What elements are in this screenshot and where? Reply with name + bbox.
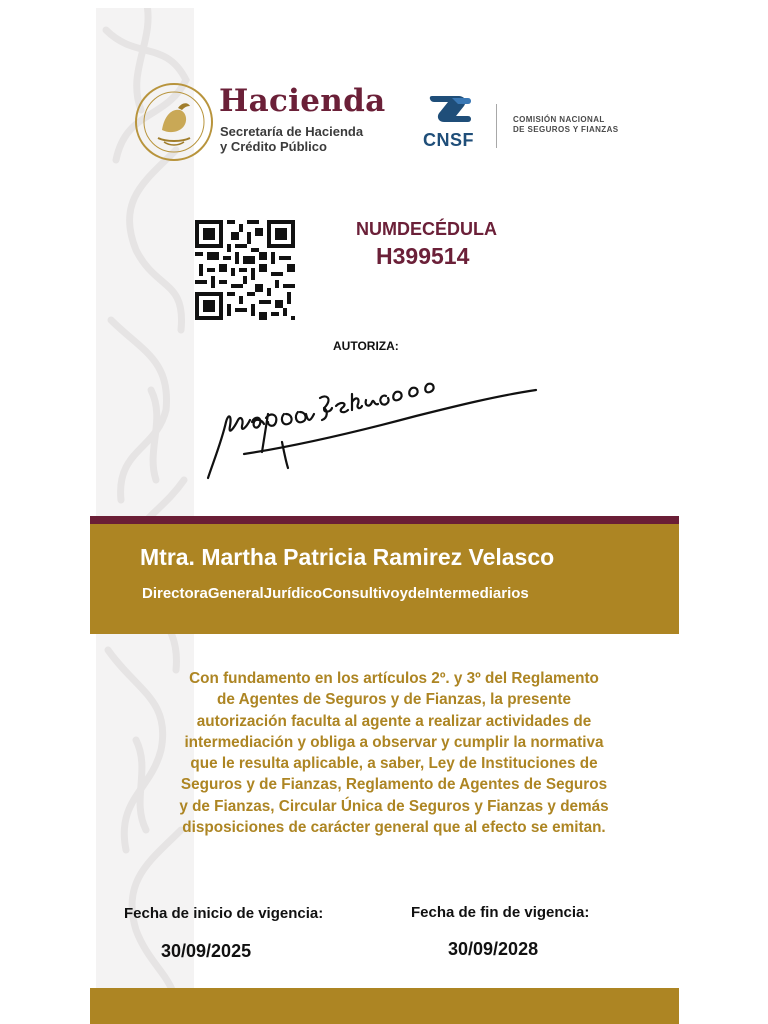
cnsf-name-line2: DE SEGUROS Y FIANZAS (513, 125, 619, 134)
official-name: Mtra. Martha Patricia Ramirez Velasco (140, 544, 555, 570)
hacienda-title: Hacienda (219, 83, 386, 119)
official-role: DirectoraGeneralJurídicoConsultivoydeIntermediarios (142, 585, 529, 602)
legal-line: intermediación y obliga a observar y cumplir la normativa (184, 733, 604, 751)
legal-line: Seguros y de Fianzas, Reglamento de Agentes de Seguros (180, 776, 608, 794)
banner-top-stripe (90, 516, 679, 524)
qr-code[interactable] (195, 220, 295, 320)
header-divider (496, 104, 497, 148)
validity-start-label: Fecha de inicio de vigencia: (124, 905, 324, 922)
cedula-label: NUMDECÉDULA (356, 219, 497, 239)
cnsf-full-name (513, 115, 619, 135)
legal-line: Con fundamento en los artículos 2º. y 3º del Reglamento (189, 670, 599, 687)
cnsf-abbreviation: CNSF (423, 130, 474, 150)
legal-line: y de Fianzas, Circular Única de Seguros y Fianzas y demás (179, 797, 609, 815)
footer-bar (90, 988, 679, 1024)
signature-image (196, 370, 546, 482)
legal-line: autorización faculta al agente a realizar actividades de (196, 712, 592, 730)
cedula-number: H399514 (376, 243, 470, 269)
cnsf-logo-icon (428, 94, 474, 124)
legal-line: disposiciones de carácter general que al efecto se emitan. (182, 819, 606, 837)
page-top-strip (0, 0, 768, 8)
official-banner (90, 524, 679, 634)
authorization-label: AUTORIZA: (333, 339, 399, 353)
hacienda-subtitle-line1: Secretaría de Hacienda (220, 124, 364, 139)
mexican-seal-icon (134, 82, 214, 162)
hacienda-subtitle-line2: y Crédito Público (220, 139, 327, 154)
legal-line: de Agentes de Seguros y de Fianzas, la presente (217, 691, 571, 709)
validity-end-date: 30/09/2028 (448, 939, 539, 959)
legal-paragraph (140, 668, 648, 838)
legal-line: que le resulta aplicable, a saber, Ley de Instituciones de (190, 755, 598, 773)
cnsf-name-line1: COMISIÓN NACIONAL (513, 115, 605, 124)
hacienda-subtitle (220, 124, 363, 154)
validity-end-label: Fecha de fin de vigencia: (411, 904, 590, 921)
validity-start-date: 30/09/2025 (161, 941, 252, 961)
